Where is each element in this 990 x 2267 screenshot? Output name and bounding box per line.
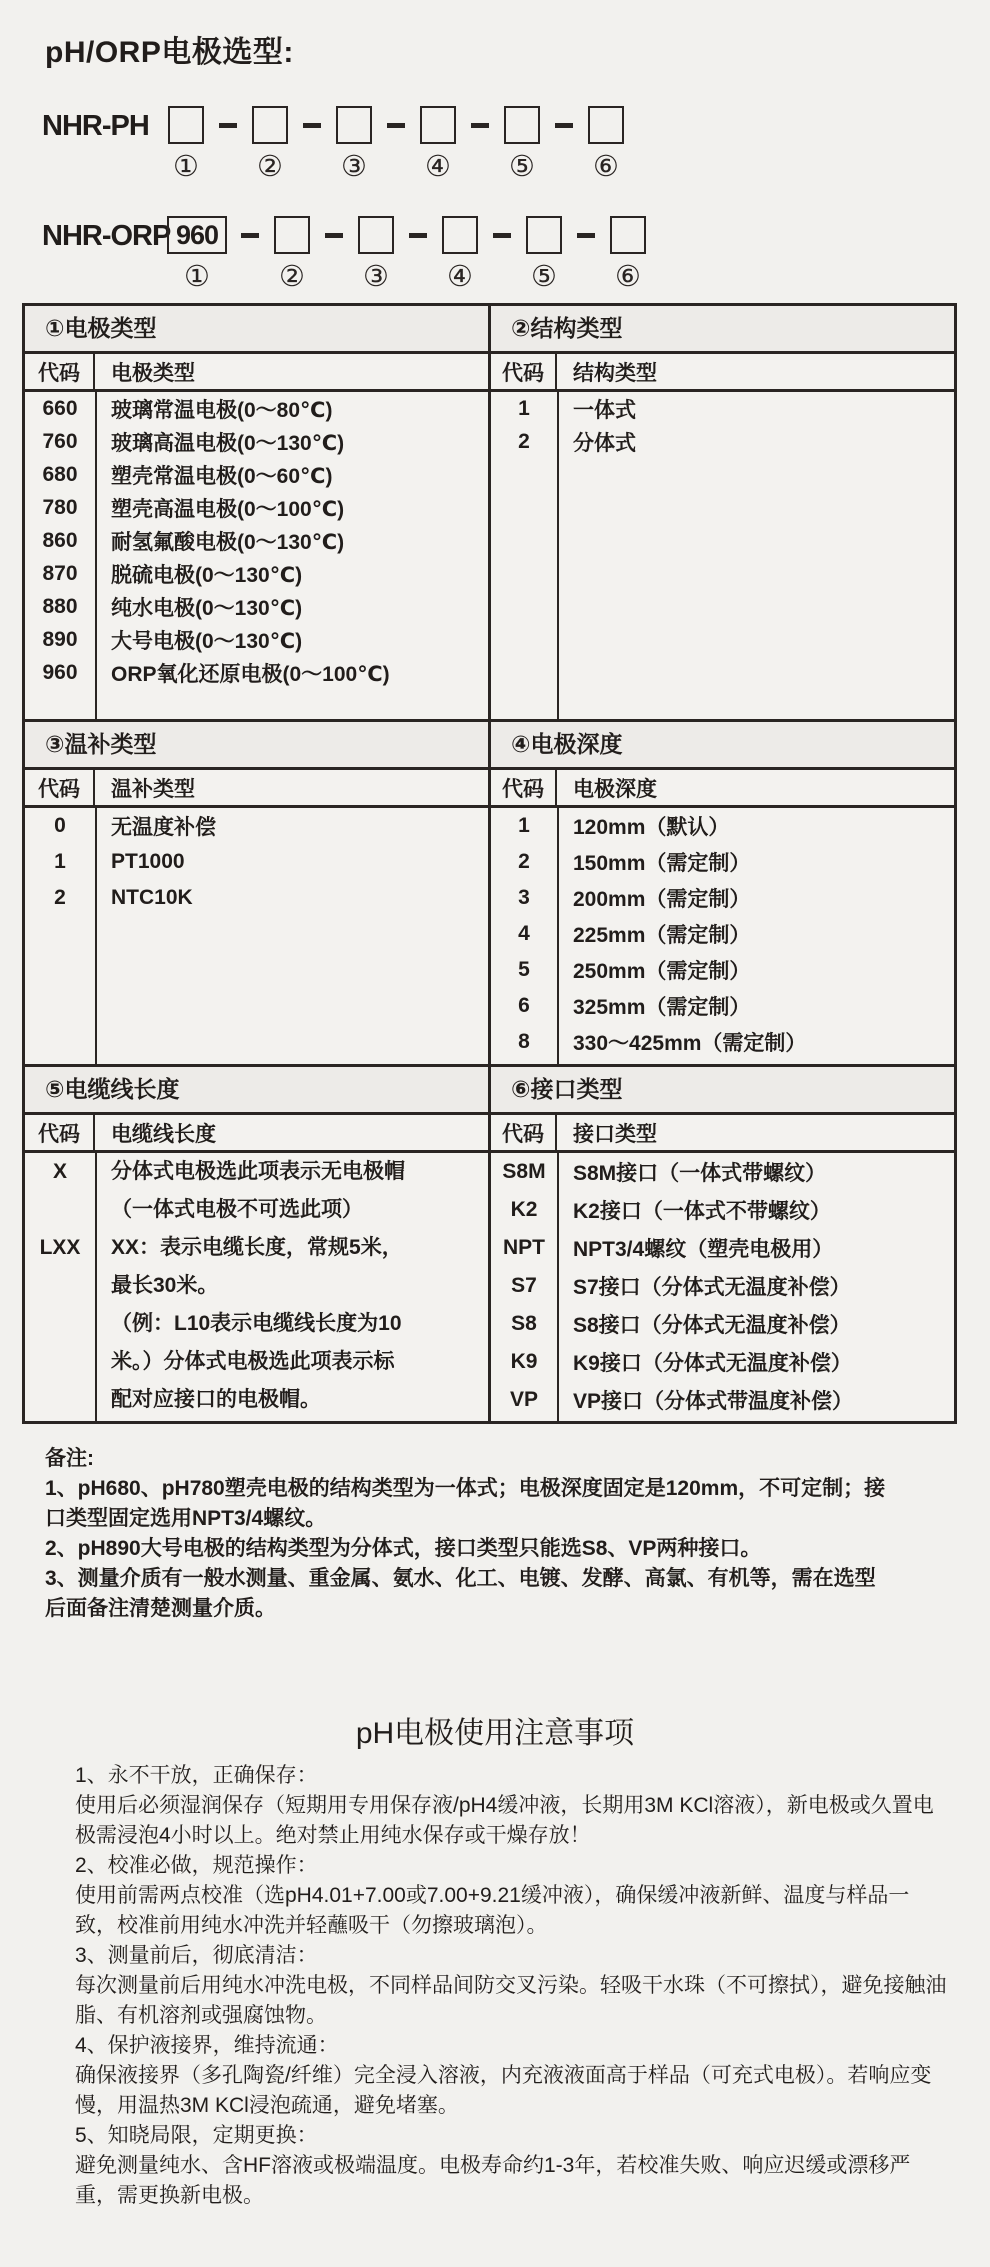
- note-line: 2、pH890大号电极的结构类型为分体式，接口类型只能选S8、VP两种接口。: [45, 1537, 762, 1560]
- row-code: 8: [518, 1030, 530, 1053]
- column-header-code: 代码: [25, 1115, 95, 1150]
- column-header-desc: 电缆线长度: [111, 1122, 216, 1146]
- dash-separator: [228, 216, 272, 238]
- table-electrode-depth: [491, 722, 954, 1064]
- row-desc: 325mm（需定制）: [573, 996, 751, 1019]
- table-row: [491, 808, 954, 844]
- column-header-desc: 电极深度: [573, 777, 657, 801]
- model-code-unit: [608, 216, 648, 292]
- column-divider: [557, 808, 559, 1064]
- column-header-code: 代码: [491, 770, 557, 805]
- row-desc: 塑壳常温电极(0～60℃): [111, 464, 333, 488]
- column-header-row: [25, 770, 488, 808]
- model-code-box: [526, 216, 562, 254]
- row-code: 2: [518, 429, 530, 453]
- usage-title: pH电极使用注意事项: [355, 1717, 635, 1750]
- position-digit: ③: [363, 259, 389, 293]
- row-code: 870: [42, 561, 78, 585]
- note-line: 3、测量介质有一般水测量、重金属、氨水、化工、电镀、发酵、高氯、有机等，需在选型后面备注清楚测量介质。: [45, 1567, 876, 1620]
- table-structure-type: [491, 306, 954, 719]
- row-code: LXX: [39, 1236, 81, 1259]
- row-code: K2: [510, 1198, 538, 1221]
- row-desc: 耐氢氟酸电极(0～130℃): [111, 530, 345, 554]
- row-desc: 225mm（需定制）: [573, 924, 751, 947]
- table-temp-compensation: [25, 722, 491, 1064]
- row-code: 760: [42, 429, 78, 453]
- row-desc: 分体式: [573, 431, 636, 455]
- notes-lines: [45, 1474, 890, 1624]
- row-code: 1: [518, 814, 530, 837]
- row-desc-line: 配对应接口的电极帽。: [111, 1388, 321, 1411]
- table-cable-length: [25, 1067, 491, 1421]
- model-code-unit: [440, 216, 480, 292]
- page-title: pH/ORP电极选型:: [45, 36, 294, 69]
- model-code-box: [358, 216, 394, 254]
- note-line: 1、pH680、pH780塑壳电极的结构类型为一体式；电极深度固定是120mm，不可定制；接口类型固定选用NPT3/4螺纹。: [45, 1477, 886, 1530]
- row-code: S8M: [502, 1160, 546, 1183]
- dash-icon: [241, 233, 259, 238]
- column-header-row: [25, 354, 488, 392]
- model-code-units: [166, 216, 648, 292]
- model-code-unit: [586, 106, 626, 182]
- column-header-row: [25, 1115, 488, 1153]
- column-divider: [95, 1153, 97, 1421]
- column-divider: [557, 392, 559, 719]
- position-digit: ③: [341, 149, 367, 183]
- row-desc: 一体式: [573, 398, 636, 422]
- model-code-unit: [166, 216, 228, 292]
- row-desc-line: 米。）分体式电极选此项表示标: [111, 1350, 395, 1373]
- dash-icon: [219, 123, 237, 128]
- usage-item-body: 避免测量纯水、含HF溶液或极端温度。电极寿命约1-3年，若校准失败、响应迟缓或漂移严重，需更换新电极。: [75, 2154, 911, 2207]
- row-desc: 120mm（默认）: [573, 816, 730, 839]
- table-row: [491, 1024, 954, 1060]
- model-row-nhr-ph: [42, 106, 626, 182]
- row-desc: 玻璃常温电极(0～80℃): [111, 398, 333, 422]
- model-code-unit: [166, 106, 206, 182]
- table-row: [491, 1229, 954, 1267]
- section-title: ③温补类型: [25, 722, 488, 770]
- model-code-units: [166, 106, 626, 182]
- table-row: [491, 392, 954, 425]
- model-code-unit: [334, 106, 374, 182]
- column-divider: [95, 392, 97, 719]
- row-desc: 330～425mm（需定制）: [573, 1032, 807, 1055]
- dash-separator: [374, 106, 418, 128]
- row-code: 660: [42, 396, 78, 420]
- model-row-nhr-orp: [42, 216, 648, 292]
- row-code: 2: [518, 850, 530, 873]
- dash-separator: [396, 216, 440, 238]
- model-code-unit: [524, 216, 564, 292]
- model-code-box: [588, 106, 624, 144]
- model-code-unit: [356, 216, 396, 292]
- section-body: [491, 1153, 954, 1421]
- row-code: 880: [42, 594, 78, 618]
- row-desc: 200mm（需定制）: [573, 888, 751, 911]
- row-desc: [95, 1229, 488, 1419]
- row-desc: 大号电极(0～130℃): [111, 629, 303, 653]
- model-code-unit: [272, 216, 312, 292]
- row-desc: PT1000: [111, 850, 185, 873]
- dash-icon: [303, 123, 321, 128]
- section-title: ⑤电缆线长度: [25, 1067, 488, 1115]
- row-desc: VP接口（分体式带温度补偿）: [573, 1390, 854, 1413]
- model-code-unit: [418, 106, 458, 182]
- row-desc: 150mm（需定制）: [573, 852, 751, 875]
- table-row: [491, 916, 954, 952]
- row-desc-line: 最长30米。: [111, 1274, 219, 1297]
- table-row: [491, 952, 954, 988]
- row-code: S8: [511, 1312, 537, 1335]
- row-desc: NTC10K: [111, 886, 193, 909]
- row-code: 1: [54, 850, 66, 873]
- model-code-box: [336, 106, 372, 144]
- model-label: NHR-ORP: [42, 220, 171, 252]
- table-row: [491, 1343, 954, 1381]
- row-desc: 250mm（需定制）: [573, 960, 751, 983]
- column-divider: [95, 808, 97, 1064]
- table-row: [491, 1305, 954, 1343]
- section-title: ①电极类型: [25, 306, 488, 354]
- usage-item-body: 每次测量前后用纯水冲洗电极，不同样品间防交叉污染。轻吸干水珠（不可擦拭），避免接触油脂、有机溶剂或强腐蚀物。: [75, 1974, 947, 2027]
- row-desc: 塑壳高温电极(0～100℃): [111, 497, 345, 521]
- row-desc: S8接口（分体式无温度补偿）: [573, 1314, 851, 1337]
- section-body: [25, 1153, 488, 1421]
- row-desc: 纯水电极(0～130℃): [111, 596, 303, 620]
- model-code-box: [504, 106, 540, 144]
- notes-title: 备注:: [45, 1447, 94, 1470]
- position-digit: ④: [425, 149, 451, 183]
- row-code: 6: [518, 994, 530, 1017]
- model-code-box: [610, 216, 646, 254]
- column-header-row: [491, 354, 954, 392]
- section-body: [25, 808, 488, 1064]
- column-header-code: 代码: [25, 354, 95, 389]
- dash-icon: [577, 233, 595, 238]
- usage-item-body: 使用前需两点校准（选pH4.01+7.00或7.00+9.21缓冲液），确保缓冲液新鲜、温度与样品一致，校准前用纯水冲洗并轻蘸吸干（勿擦玻璃泡）。: [75, 1884, 910, 1937]
- model-code-unit: [250, 106, 290, 182]
- position-digit: ⑤: [531, 259, 557, 293]
- section-title: ⑥接口类型: [491, 1067, 954, 1115]
- row-desc: NPT3/4螺纹（塑壳电极用）: [573, 1238, 834, 1261]
- row-code: 780: [42, 495, 78, 519]
- row-desc: ORP氧化还原电极(0～100℃): [111, 662, 390, 686]
- row-desc: [95, 1153, 488, 1229]
- dash-separator: [564, 216, 608, 238]
- usage-item-head: 4、保护液接界，维持流通：: [75, 2034, 339, 2057]
- section-body: [491, 392, 954, 719]
- column-header-desc: 结构类型: [573, 361, 657, 385]
- row-desc: 脱硫电极(0～130℃): [111, 563, 303, 587]
- model-code-box: 960: [167, 216, 227, 254]
- row-desc-line: XX：表示电缆长度，常规5米，: [111, 1236, 403, 1259]
- position-digit: ①: [184, 259, 210, 293]
- row-desc: K9接口（分体式无温度补偿）: [573, 1352, 852, 1375]
- table-row: [491, 1267, 954, 1305]
- dash-separator: [206, 106, 250, 128]
- model-label: NHR-PH: [42, 110, 149, 142]
- row-code: VP: [509, 1388, 538, 1411]
- row-code: 0: [54, 814, 66, 837]
- row-code: K9: [510, 1350, 538, 1373]
- dash-icon: [387, 123, 405, 128]
- table-row: [491, 1381, 954, 1419]
- table-section-1: [25, 306, 954, 722]
- table-row: [491, 425, 954, 458]
- model-code-box: [274, 216, 310, 254]
- dash-separator: [312, 216, 356, 238]
- usage-list: [75, 1761, 947, 2211]
- row-code: 960: [42, 660, 78, 684]
- column-header-code: 代码: [25, 770, 95, 805]
- usage-item-body: 使用后必须湿润保存（短期用专用保存液/pH4缓冲液，长期用3M KCl溶液），新电极或久置电极需浸泡4小时以上。绝对禁止用纯水保存或干燥存放！: [75, 1794, 934, 1847]
- model-code-box: [442, 216, 478, 254]
- usage-item-body: 确保液接界（多孔陶瓷/纤维）完全浸入溶液，内充液液面高于样品（可充式电极）。若响应变慢，用温热3M KCl浸泡疏通，避免堵塞。: [75, 2064, 932, 2117]
- column-header-desc: 电极类型: [111, 361, 195, 385]
- model-code-unit: [502, 106, 542, 182]
- row-code: 890: [42, 627, 78, 651]
- row-code: 860: [42, 528, 78, 552]
- row-code: NPT: [503, 1236, 545, 1259]
- section-title: ④电极深度: [491, 722, 954, 770]
- row-code: 4: [518, 922, 530, 945]
- row-code: 1: [518, 396, 530, 420]
- table-row: [491, 1153, 954, 1191]
- selection-table: [22, 303, 957, 1424]
- section-title: ②结构类型: [491, 306, 954, 354]
- row-code: X: [52, 1160, 67, 1183]
- dash-icon: [325, 233, 343, 238]
- row-code: 5: [518, 958, 530, 981]
- dash-separator: [480, 216, 524, 238]
- dash-separator: [290, 106, 334, 128]
- dash-icon: [471, 123, 489, 128]
- row-desc: 玻璃高温电极(0～130℃): [111, 431, 345, 455]
- table-row: [491, 1191, 954, 1229]
- position-digit: ②: [279, 259, 305, 293]
- table-interface-type: [491, 1067, 954, 1421]
- position-digit: ⑥: [593, 149, 619, 183]
- row-code: 2: [54, 886, 66, 909]
- row-code: S7: [511, 1274, 537, 1297]
- table-row: [491, 880, 954, 916]
- usage-item-head: 2、校准必做，规范操作：: [75, 1854, 318, 1877]
- table-electrode-type: [25, 306, 491, 719]
- column-header-row: [491, 770, 954, 808]
- usage-item-head: 1、永不干放，正确保存：: [75, 1764, 318, 1787]
- row-desc: S8M接口（一体式带螺纹）: [573, 1162, 827, 1185]
- dash-icon: [493, 233, 511, 238]
- column-header-desc: 接口类型: [573, 1122, 657, 1146]
- model-code-box: [252, 106, 288, 144]
- position-digit: ②: [257, 149, 283, 183]
- row-code: 680: [42, 462, 78, 486]
- table-row: [491, 844, 954, 880]
- position-digit: ①: [173, 149, 199, 183]
- dash-separator: [542, 106, 586, 128]
- column-header-row: [491, 1115, 954, 1153]
- row-code: 3: [518, 886, 530, 909]
- column-header-code: 代码: [491, 354, 557, 389]
- row-desc-line: （例：L10表示电缆线长度为10: [111, 1312, 402, 1335]
- row-desc-line: 分体式电极选此项表示无电极帽: [111, 1160, 405, 1183]
- dash-separator: [458, 106, 502, 128]
- model-code-box: [168, 106, 204, 144]
- row-desc: S7接口（分体式无温度补偿）: [573, 1276, 851, 1299]
- row-desc: 无温度补偿: [111, 816, 216, 839]
- section-body: [491, 808, 954, 1064]
- position-digit: ⑤: [509, 149, 535, 183]
- row-desc-line: （一体式电极不可选此项）: [111, 1198, 363, 1221]
- notes-block: [45, 1444, 890, 1624]
- table-section-2: [25, 722, 954, 1067]
- column-divider: [557, 1153, 559, 1421]
- model-code-box: [420, 106, 456, 144]
- position-digit: ⑥: [615, 259, 641, 293]
- dash-icon: [409, 233, 427, 238]
- position-digit: ④: [447, 259, 473, 293]
- usage-item-head: 3、测量前后，彻底清洁：: [75, 1944, 318, 1967]
- section-body: [25, 392, 488, 719]
- table-section-3: [25, 1067, 954, 1421]
- usage-item-head: 5、知晓局限，定期更换：: [75, 2124, 318, 2147]
- table-row: [491, 988, 954, 1024]
- column-header-code: 代码: [491, 1115, 557, 1150]
- column-header-desc: 温补类型: [111, 777, 195, 801]
- dash-icon: [555, 123, 573, 128]
- row-desc: K2接口（一体式不带螺纹）: [573, 1200, 831, 1223]
